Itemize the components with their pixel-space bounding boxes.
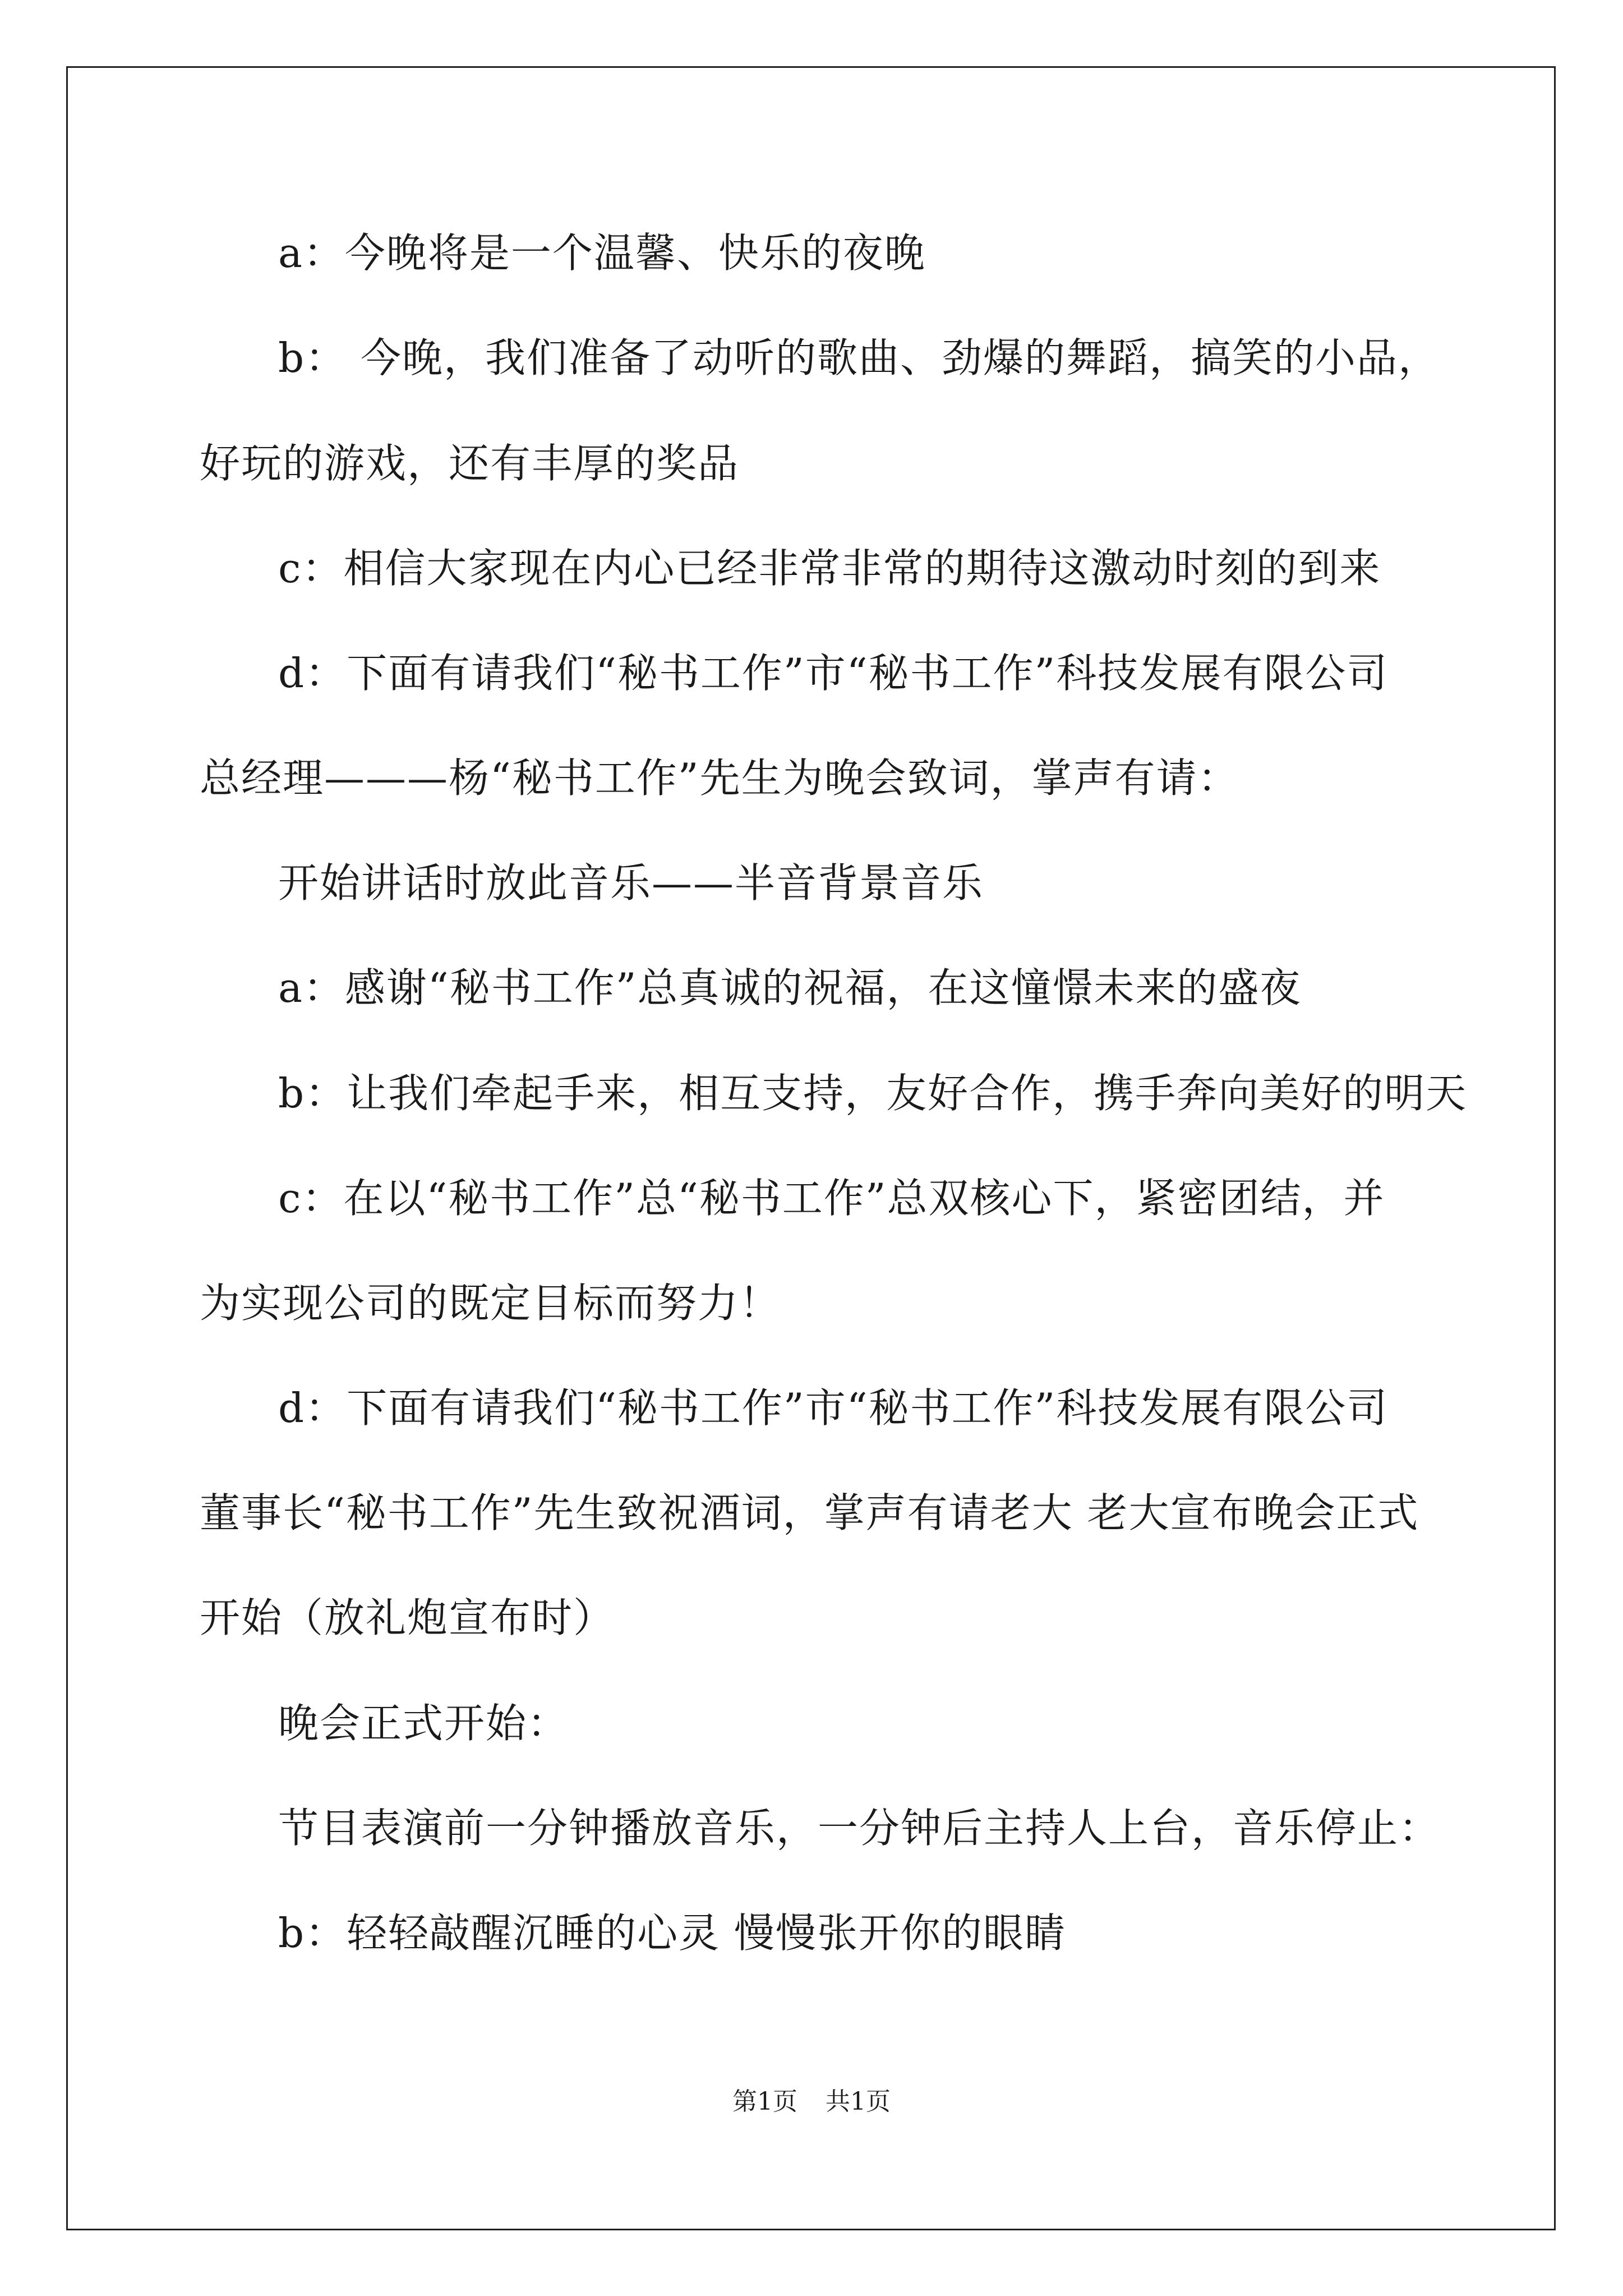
- text-line: d：下面有请我们“秘书工作”市“秘书工作”科技发展有限公司: [278, 1384, 1389, 1432]
- text-line: 开始（放礼炮宣布时）: [200, 1594, 615, 1641]
- text-line: b：让我们牵起手来，相互支持，友好合作，携手奔向美好的明天: [278, 1070, 1468, 1117]
- text-line: c：在以“秘书工作”总“秘书工作”总双核心下，紧密团结，并: [278, 1175, 1385, 1222]
- text-line: 董事长“秘书工作”先生致祝酒词，掌声有请老大 老大宣布晚会正式: [200, 1489, 1419, 1536]
- text-line: 好玩的游戏，还有丰厚的奖品: [200, 440, 740, 487]
- text-line: 开始讲话时放此音乐——半音背景音乐: [278, 859, 984, 907]
- text-line: a：感谢“秘书工作”总真诚的祝福，在这憧憬未来的盛夜: [278, 964, 1302, 1011]
- text-line: d：下面有请我们“秘书工作”市“秘书工作”科技发展有限公司: [278, 650, 1389, 697]
- text-line: b：轻轻敲醒沉睡的心灵 慢慢张开你的眼睛: [278, 1910, 1066, 1957]
- page-border: [66, 66, 1556, 2230]
- text-line: c：相信大家现在内心已经非常非常的期待这激动时刻的到来: [278, 545, 1381, 592]
- text-line: 总经理———杨“秘书工作”先生为晚会致词，掌声有请：: [200, 754, 1239, 802]
- text-line: 节目表演前一分钟播放音乐，一分钟后主持人上台，音乐停止：: [278, 1805, 1441, 1852]
- page-footer: [0, 2088, 1623, 2116]
- text-line: 晚会正式开始：: [278, 1700, 569, 1747]
- text-line: b： 今晚，我们准备了动听的歌曲、劲爆的舞蹈，搞笑的小品，: [278, 334, 1440, 381]
- text-line: 为实现公司的既定目标而努力！: [200, 1280, 781, 1327]
- page-total: 共1页: [826, 2087, 891, 2116]
- text-line: a：今晚将是一个温馨、快乐的夜晚: [278, 229, 926, 277]
- page-number: 第1页: [732, 2087, 797, 2116]
